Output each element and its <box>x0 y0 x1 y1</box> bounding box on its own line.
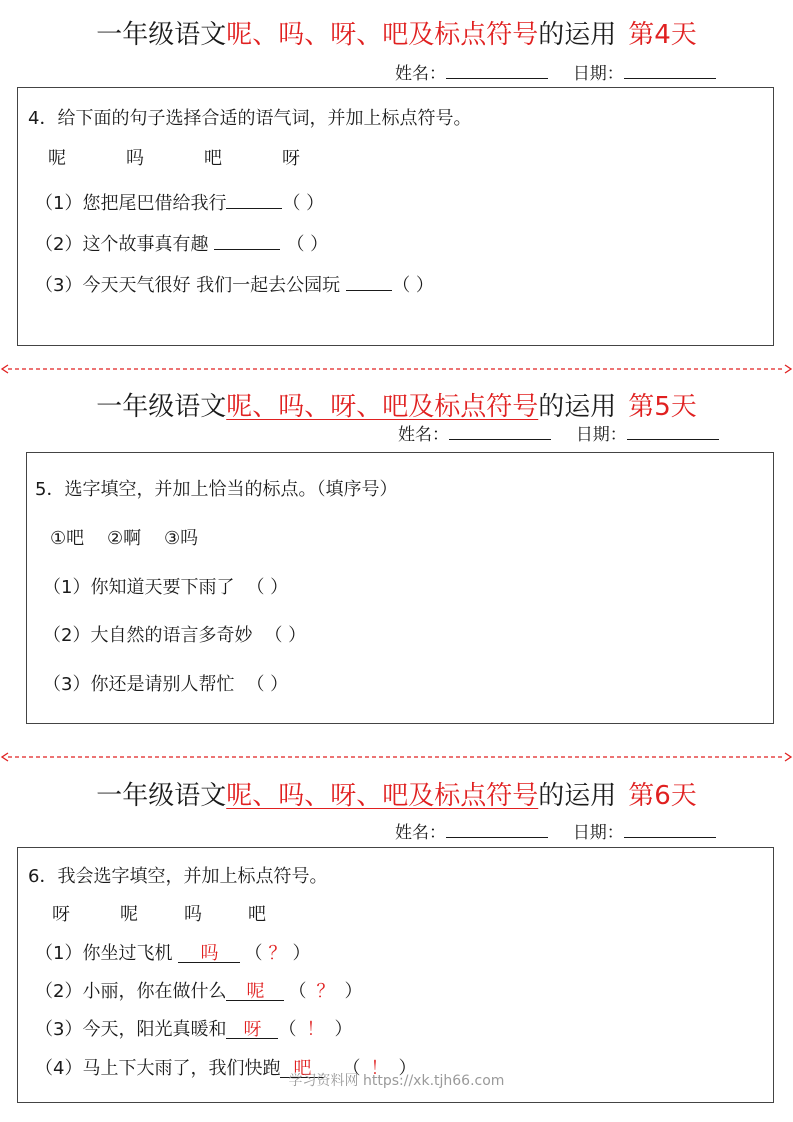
date-field[interactable] <box>627 423 719 440</box>
list-item <box>35 229 328 257</box>
option-word: 呢 <box>48 148 66 169</box>
paren-open: （ <box>244 943 263 964</box>
section-3-title <box>0 779 793 813</box>
punctuation-blank[interactable]: （ ） <box>282 193 325 214</box>
filled-answer: 呀 <box>243 1019 262 1040</box>
word-options <box>52 903 266 927</box>
day-label: 第4天 <box>628 20 697 50</box>
option-word: 呀 <box>52 904 70 925</box>
title-prefix: 一年级语文 <box>96 781 227 811</box>
list-item <box>35 980 362 1004</box>
name-label: 姓名： <box>395 64 446 84</box>
item-text: （1）你坐过飞机 <box>35 943 173 964</box>
name-field[interactable] <box>446 62 548 79</box>
title-highlight: 呢、吗、呀、吧及标点符号 <box>226 20 539 50</box>
option-word: 吗 <box>184 904 202 925</box>
punctuation-answer[interactable]: ？ <box>268 943 287 964</box>
item-text: （1）您把尾巴借给我行 <box>35 193 227 214</box>
section-1-title <box>0 18 793 52</box>
paren-close: ） <box>334 1019 353 1040</box>
section-2-meta <box>398 423 719 446</box>
item-text: （2）小丽，你在做什么 <box>35 981 227 1002</box>
list-item <box>35 1018 352 1042</box>
list-item <box>43 624 306 648</box>
item-text: （2）这个故事真有趣 <box>35 234 209 255</box>
option-word: 吧 <box>204 148 222 169</box>
punctuation-answer[interactable]: ？ <box>316 981 335 1002</box>
cut-line-divider <box>0 750 793 764</box>
answer-blank[interactable]: （ ） <box>246 674 289 695</box>
date-field[interactable] <box>624 821 716 838</box>
list-item <box>35 188 324 216</box>
date-label: 日期： <box>575 425 627 445</box>
date-label: 日期： <box>572 823 624 843</box>
date-field[interactable] <box>624 62 716 79</box>
option-word: ③吗 <box>164 528 199 549</box>
answer-blank[interactable] <box>346 270 392 291</box>
word-options <box>50 527 198 551</box>
item-text: （3）你还是请别人帮忙 <box>43 674 235 695</box>
option-word: 吧 <box>248 904 266 925</box>
name-field[interactable] <box>449 423 551 440</box>
punctuation-answer[interactable]: ！ <box>370 1058 389 1079</box>
title-prefix: 一年级语文 <box>96 20 227 50</box>
answer-blank[interactable]: （ ） <box>246 577 289 598</box>
answer-blank[interactable]: （ ） <box>264 625 307 646</box>
answer-blank[interactable] <box>226 188 282 209</box>
paren-open: （ <box>288 981 307 1002</box>
paren-close: ） <box>292 943 311 964</box>
answer-blank[interactable] <box>214 229 280 250</box>
item-text: （3）今天，阳光真暖和 <box>35 1019 227 1040</box>
question-text: 6．我会选字填空，并加上标点符号。 <box>28 866 328 887</box>
name-label: 姓名： <box>398 425 449 445</box>
question-text: 5．选字填空，并加上恰当的标点。（填序号） <box>35 479 398 500</box>
name-label: 姓名： <box>395 823 446 843</box>
paren-close: ） <box>398 1058 417 1079</box>
punctuation-blank[interactable]: （ ） <box>392 275 434 296</box>
section-1-meta <box>395 62 716 85</box>
paren-close: ） <box>344 981 363 1002</box>
word-options <box>48 147 300 171</box>
option-word: 呀 <box>282 148 300 169</box>
paren-open: （ <box>278 1019 297 1040</box>
title-suffix: 的运用 <box>538 781 617 811</box>
day-label: 第6天 <box>628 781 697 811</box>
title-suffix: 的运用 <box>538 392 617 422</box>
answer-blank[interactable] <box>178 942 240 963</box>
title-highlight: 呢、吗、呀、吧及标点符号 <box>226 392 539 422</box>
option-word: ②啊 <box>107 528 142 549</box>
option-word: 吗 <box>126 148 144 169</box>
punctuation-blank[interactable]: （ ） <box>286 234 329 255</box>
filled-answer: 呢 <box>246 981 265 1002</box>
option-word: 呢 <box>120 904 138 925</box>
question-text: 4．给下面的句子选择合适的语气词，并加上标点符号。 <box>28 108 472 129</box>
title-highlight: 呢、吗、呀、吧及标点符号 <box>226 781 539 811</box>
list-item <box>35 270 434 298</box>
section-2-title <box>0 390 793 424</box>
watermark-text: 学习资料网 https://xk.tjh66.com <box>288 1073 505 1089</box>
paren-open: （ <box>342 1058 361 1079</box>
list-item <box>43 576 288 600</box>
date-label: 日期： <box>572 64 624 84</box>
item-text: （2）大自然的语言多奇妙 <box>43 625 253 646</box>
list-item <box>35 942 310 966</box>
title-prefix: 一年级语文 <box>96 392 227 422</box>
item-text: （4）马上下大雨了，我们快跑 <box>35 1058 281 1079</box>
filled-answer: 吧 <box>293 1058 312 1079</box>
title-suffix: 的运用 <box>538 20 617 50</box>
list-item <box>43 673 288 697</box>
filled-answer: 吗 <box>200 943 219 964</box>
answer-blank[interactable] <box>226 1018 278 1039</box>
name-field[interactable] <box>446 821 548 838</box>
option-word: ①吧 <box>50 528 85 549</box>
item-text: （1）你知道天要下雨了 <box>43 577 235 598</box>
day-label: 第5天 <box>628 392 697 422</box>
item-text: （3）今天天气很好 我们一起去公园玩 <box>35 275 341 296</box>
punctuation-answer[interactable]: ！ <box>306 1019 325 1040</box>
answer-blank[interactable] <box>226 980 284 1001</box>
cut-line-divider <box>0 362 793 376</box>
section-3-meta <box>395 821 716 844</box>
